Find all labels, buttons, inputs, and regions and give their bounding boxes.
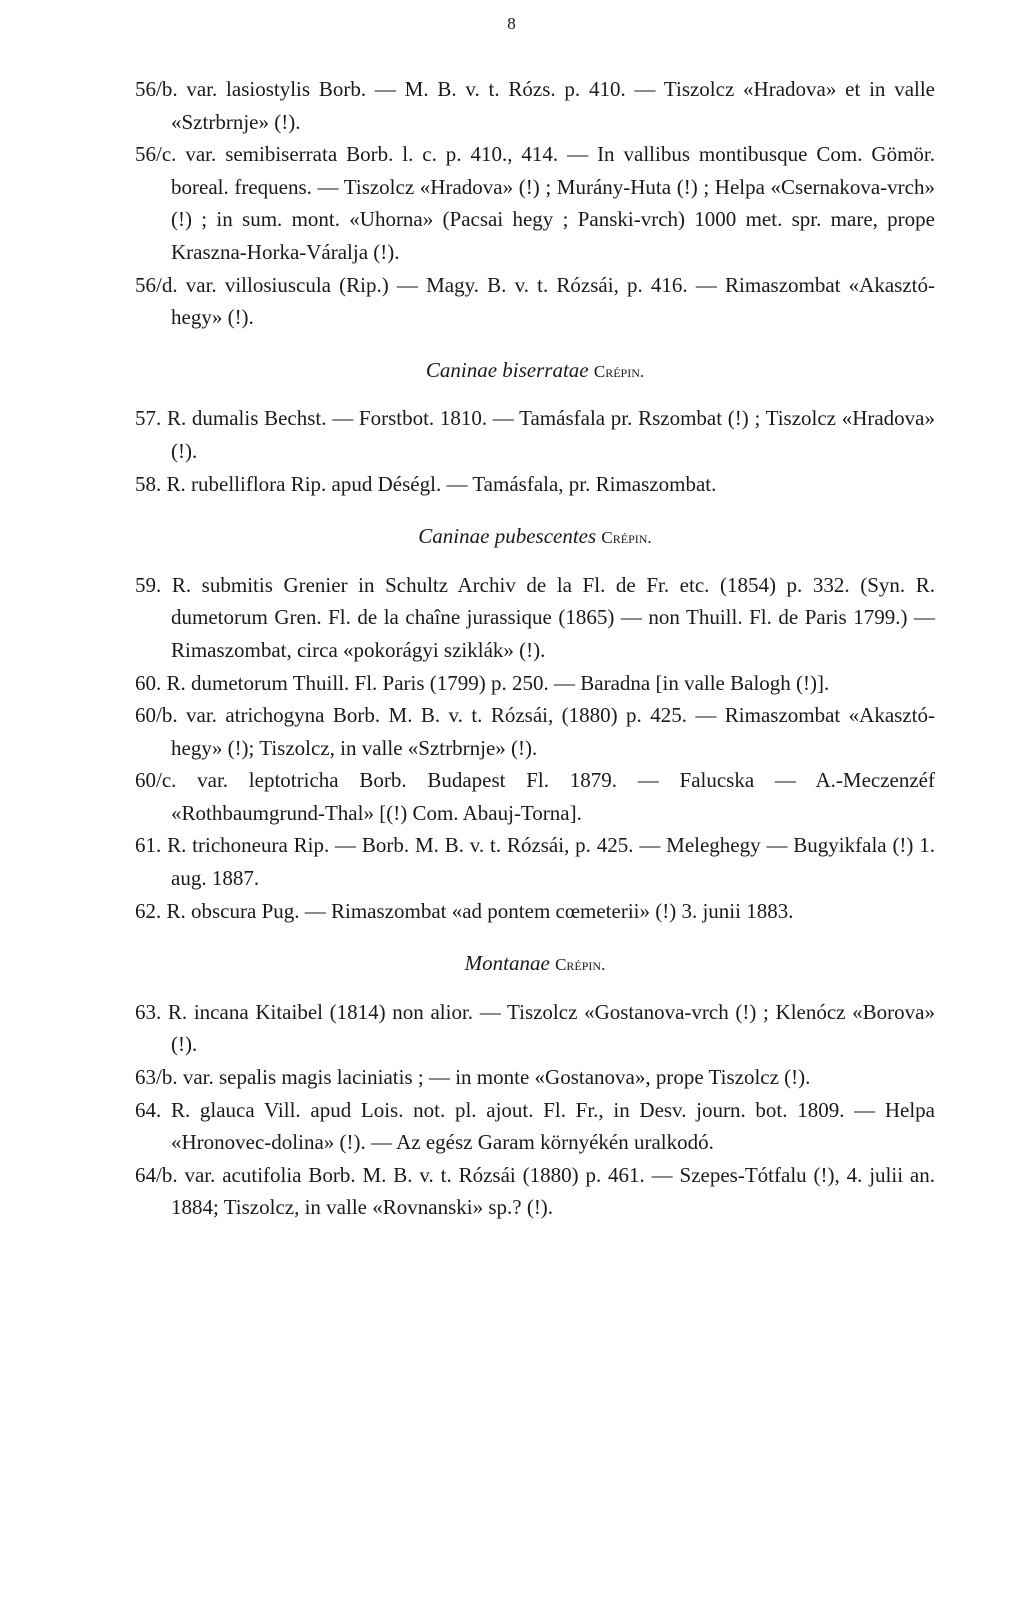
heading-author: Crépin. bbox=[593, 361, 645, 381]
page-content bbox=[135, 73, 935, 1224]
entry-58: 58. R. rubelliflora Rip. apud Déségl. — Tamásfala, pr. Rimaszombat. bbox=[135, 471, 717, 496]
entry-62: 62. R. obscura Pug. — Rimaszombat «ad pontem cœmeterii» (!) 3. junii 1883. bbox=[135, 898, 794, 923]
entry-60c: 60/c. var. leptotricha Borb. Budapest Fl. 1879. — Falucska — A.-Meczenzéf «Rothbaumgrund-Thal» [(!) Com. Abauj-Torna]. bbox=[135, 768, 935, 825]
heading-author: Crépin. bbox=[601, 528, 652, 548]
entry-63b: 63/b. var. sepalis magis laciniatis ; — in monte «Gostanova», prope Tiszolcz (!). bbox=[135, 1065, 811, 1090]
entry-63: 63. R. incana Kitaibel (1814) non alior. — Tiszolcz «Gostanova-vrch (!) ; Klenócz «Borova» (!). bbox=[135, 999, 935, 1057]
entry-60: 60. R. dumetorum Thuill. Fl. Paris (1799) p. 250. — Baradna [in valle Balogh (!)]. bbox=[135, 670, 830, 695]
entry-57: 57. R. dumalis Bechst. — Forstbot. 1810. — Tamásfala pr. Rszombat (!) ; Tiszolcz «Hradova» (!). bbox=[135, 406, 935, 463]
section-heading-caninae-biserratae bbox=[135, 354, 935, 389]
entry-64: 64. R. glauca Vill. apud Lois. not. pl. ajout. Fl. Fr., in Desv. journ. bot. 1809. — Helpa «Hronovec-dolina» (!). — Az egész Garam környékén uralkodó. bbox=[135, 1097, 935, 1155]
entry-64b: 64/b. var. acutifolia Borb. M. B. v. t. Rózsái (1880) p. 461. — Szepes-Tótfalu (!), 4. julii an. 1884; Tiszolcz, in valle «Rovnanski» sp.? (!). bbox=[135, 1162, 935, 1220]
heading-title: Caninae biserratae bbox=[425, 357, 589, 382]
entry-60b: 60/b. var. atrichogyna Borb. M. B. v. t. Rózsái, (1880) p. 425. — Rimaszombat «Akasztó-hegy» (!); Tiszolcz, in valle «Sztrbrnje» (!). bbox=[135, 703, 935, 760]
heading-title: Montanae bbox=[464, 951, 550, 976]
section-heading-montanae bbox=[135, 947, 935, 982]
heading-title: Caninae pubescentes bbox=[418, 524, 597, 549]
entry-59: 59. R. submitis Grenier in Schultz Archiv de la Fl. de Fr. etc. (1854) p. 332. (Syn. R. dumetorum Gren. Fl. de la chaîne jurassique (1865) — non Thuill. Fl. de Paris 1799.) — Rimaszombat, circa «pokorágyi sziklák» (!). bbox=[135, 572, 935, 662]
entry-56d: 56/d. var. villosiuscula (Rip.) — Magy. B. v. t. Rózsái, p. 416. — Rimaszombat «Akasztó-hegy» (!). bbox=[135, 272, 935, 330]
entry-61: 61. R. trichoneura Rip. — Borb. M. B. v. t. Rózsái, p. 425. — Meleghegy — Bugyikfala (!) 1. aug. 1887. bbox=[135, 833, 935, 891]
page-number: 8 bbox=[507, 14, 517, 33]
section-heading-caninae-pubescentes bbox=[135, 520, 935, 555]
entry-56c: 56/c. var. semibiserrata Borb. l. c. p. 410., 414. — In vallibus montibusque Com. Gömör. boreal. frequens. — Tiszolcz «Hradova» (!) ; Murány-Huta (!) ; Helpa «Csernakova-vrch» (!) ; in sum. mont. «Uhorna» (Pacsai hegy ; Panski-vrch) 1000 met. spr. mare, prope Kraszna-Horka-Váralja (!). bbox=[135, 142, 935, 264]
heading-author: Crépin. bbox=[555, 955, 606, 975]
entry-56b: 56/b. var. lasiostylis Borb. — M. B. v. t. Rózs. p. 410. — Tiszolcz «Hradova» et in valle «Sztrbrnje» (!). bbox=[135, 77, 935, 134]
